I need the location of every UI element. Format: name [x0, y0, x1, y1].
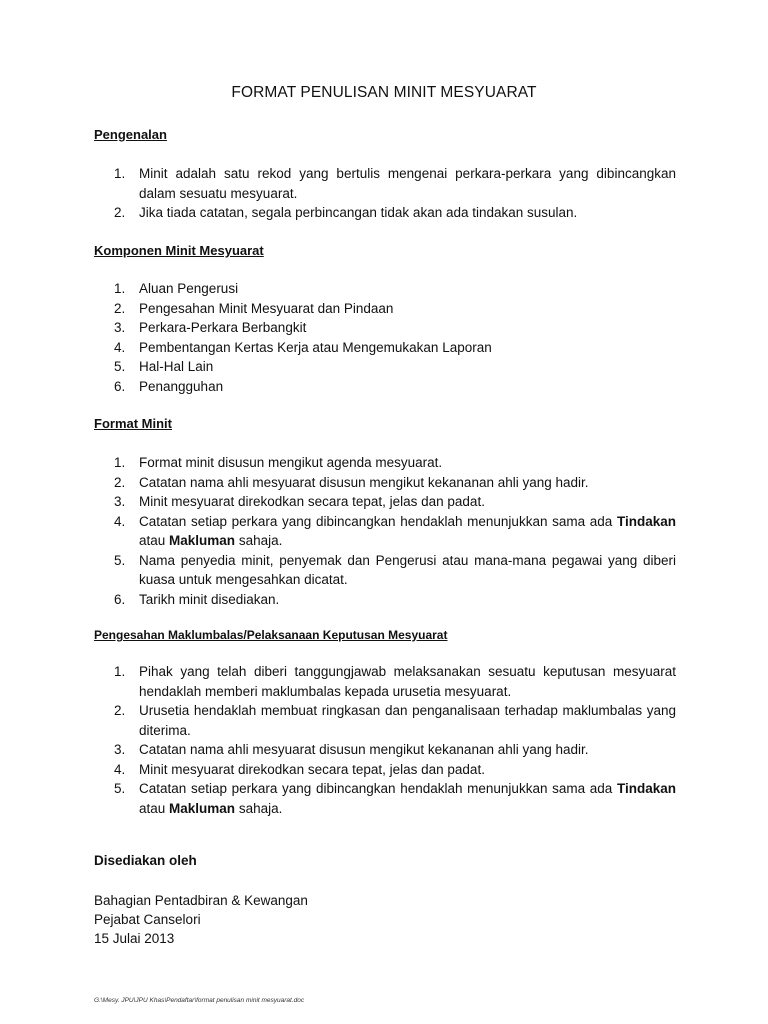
list-item: 3. Minit mesyuarat direkodkan secara tepat, jelas dan padat.	[114, 494, 485, 509]
list-item: 2. Pengesahan Minit Mesyuarat dan Pindaan	[114, 300, 394, 316]
list-item: 4. Catatan setiap perkara yang dibincangkan hendaklah menunjukkan sama ada Tindakan atau Makluman sahaja.	[114, 513, 676, 548]
list-item: 5. Nama penyedia minit, penyemak dan Pengerusi atau mana-mana pegawai yang diberi kuasa untuk mengesahkan dicatat.	[114, 552, 676, 587]
list-item: 3. Perkara-Perkara Berbangkit	[114, 320, 307, 335]
prepared-by-label: Disediakan oleh	[94, 853, 197, 868]
section-heading-komponen: Komponen Minit Mesyuarat	[94, 243, 264, 258]
list-pengesahan	[94, 662, 676, 818]
list-item: 5. Hal-Hal Lain	[114, 359, 214, 374]
section-heading-pengenalan: Pengenalan	[94, 127, 167, 142]
list-item: 5. Catatan setiap perkara yang dibincangkan hendaklah menunjukkan sama ada Tindakan atau Makluman sahaja.	[114, 781, 676, 816]
section-heading-format-minit: Format Minit	[94, 416, 172, 431]
list-item: 4. Pembentangan Kertas Kerja atau Mengemukakan Laporan	[114, 339, 492, 355]
list-item: 2. Catatan nama ahli mesyuarat disusun mengikut kekananan ahli yang hadir.	[114, 474, 589, 490]
footer-file-path: G:\Mesy. JPU\JPU Khas\Pendaftar\format penulisan minit mesyuarat.doc	[94, 997, 305, 1004]
list-item: 6. Penangguhan	[114, 378, 224, 394]
list-komponen	[94, 279, 676, 396]
list-item: 1. Pihak yang telah diberi tanggungjawab melaksanakan sesuatu keputusan mesyuarat hendaklah memberi maklumbalas kepada urusetia mesyuarat.	[114, 664, 676, 699]
list-item: 1. Aluan Pengerusi	[114, 281, 239, 296]
list-pengenalan	[94, 164, 676, 223]
list-item: 2. Urusetia hendaklah membuat ringkasan dan penganalisaan terhadap maklumbalas yang diterima.	[114, 703, 676, 738]
prepared-by-department: Bahagian Pentadbiran & Kewangan	[94, 893, 308, 908]
prepared-by-date: 15 Julai 2013	[94, 931, 175, 946]
list-item: 1. Format minit disusun mengikut agenda mesyuarat.	[114, 455, 443, 470]
list-item: 4. Minit mesyuarat direkodkan secara tepat, jelas dan padat.	[114, 761, 485, 777]
prepared-by-office: Pejabat Canselori	[94, 912, 201, 927]
section-heading-pengesahan: Pengesahan Maklumbalas/Pelaksanaan Keputusan Mesyuarat	[94, 628, 448, 642]
list-item: 2. Jika tiada catatan, segala perbincangan tidak akan ada tindakan susulan.	[114, 205, 578, 220]
document-title: FORMAT PENULISAN MINIT MESYUARAT	[231, 84, 537, 101]
list-format-minit	[94, 453, 676, 609]
list-item: 6. Tarikh minit disediakan.	[114, 591, 280, 607]
list-item: 3. Catatan nama ahli mesyuarat disusun mengikut kekananan ahli yang hadir.	[114, 742, 589, 757]
list-item: 1. Minit adalah satu rekod yang bertulis mengenai perkara-perkara yang dibincangkan dalam sesuatu mesyuarat.	[114, 166, 676, 201]
